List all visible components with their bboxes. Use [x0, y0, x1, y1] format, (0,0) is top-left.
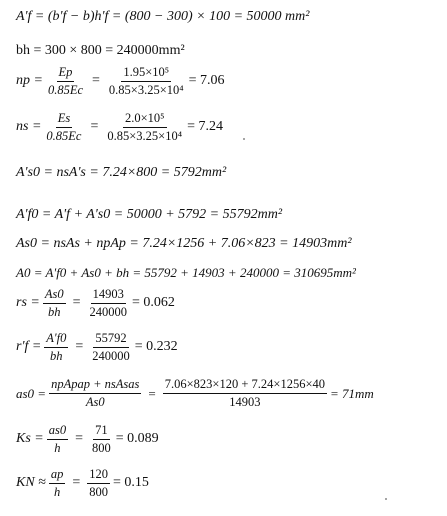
equation-result: = 0.15	[113, 475, 149, 490]
equation-lhs: as0 =	[16, 385, 47, 401]
fraction-denominator: 0.85Ec	[46, 128, 82, 143]
equation-as0-prime	[16, 166, 226, 180]
fraction-numerator: 55792	[93, 332, 128, 348]
equation-as0-lever	[16, 378, 374, 408]
equation-af	[16, 10, 309, 24]
fraction-numeric	[90, 332, 132, 362]
fraction-denominator: As0	[85, 394, 105, 409]
equation-ns	[16, 112, 223, 142]
fraction-numeric	[90, 424, 113, 454]
fraction-numerator: 14903	[91, 288, 126, 304]
fraction-symbolic	[43, 288, 66, 318]
fraction-denominator: bh	[50, 348, 63, 363]
fraction-denominator: h	[54, 440, 61, 455]
equation-lhs: Ks =	[16, 431, 44, 446]
fraction-numeric	[163, 378, 327, 408]
equals-sign: =	[148, 385, 156, 401]
equation-text: A's0 = nsA's = 7.24×800 = 5792mm²	[16, 165, 227, 180]
fraction-numerator: npApap + nsAsas	[49, 378, 141, 394]
equation-result: = 0.232	[134, 339, 178, 354]
equation-result: = 0.089	[115, 431, 159, 446]
scan-speck	[385, 498, 387, 500]
fraction-denominator: 800	[92, 440, 111, 455]
equation-result: = 71mm	[330, 385, 374, 401]
fraction-symbolic	[49, 378, 141, 408]
fraction-numerator: 1.95×10⁵	[121, 66, 171, 82]
equation-lhs: KN ≈	[16, 475, 46, 490]
fraction-numeric	[87, 468, 110, 498]
equation-as0	[16, 237, 352, 251]
fraction-numerator: As0	[43, 288, 66, 304]
fraction-numerator: as0	[47, 424, 68, 440]
equation-text: A0 = A'f0 + As0 + bh = 55792 + 14903 + 240000 = 310695mm²	[16, 265, 356, 280]
equation-lhs: ns =	[16, 119, 42, 134]
fraction-numeric	[107, 66, 186, 96]
fraction-denominator: 0.85×3.25×10⁴	[108, 82, 184, 97]
fraction-numerator: A'f0	[44, 332, 68, 348]
equation-af0	[16, 208, 282, 222]
equals-sign: =	[75, 339, 84, 354]
equation-rs	[16, 288, 175, 318]
fraction-denominator: 0.85×3.25×10⁴	[107, 128, 183, 143]
fraction-symbolic	[44, 332, 68, 362]
fraction-denominator: 240000	[92, 348, 130, 363]
fraction-denominator: h	[53, 484, 61, 499]
equals-sign: =	[72, 475, 81, 490]
scan-speck	[243, 138, 245, 140]
equation-a0	[16, 266, 356, 279]
fraction-denominator: 0.85Ec	[47, 82, 84, 97]
fraction-numerator: 120	[87, 468, 110, 484]
equals-sign: =	[90, 119, 99, 134]
fraction-denominator: 800	[89, 484, 109, 499]
equation-text: bh = 300 × 800 = 240000mm²	[16, 43, 185, 58]
equation-bh	[16, 44, 185, 58]
fraction-symbolic	[47, 424, 68, 454]
fraction-symbolic	[46, 66, 85, 96]
fraction-numeric	[88, 288, 130, 318]
equation-ks	[16, 424, 159, 454]
equals-sign: =	[75, 431, 84, 446]
fraction-numerator: 2.0×10⁵	[123, 112, 167, 128]
equation-result: = 0.062	[132, 295, 175, 310]
equation-rf	[16, 332, 178, 362]
fraction-symbolic	[49, 468, 66, 498]
equation-text: A'f = (b'f − b)h'f = (800 − 300) × 100 = 50000 mm²	[16, 9, 310, 24]
equation-text: As0 = nsAs + npAp = 7.24×1256 + 7.06×823 = 14903mm²	[16, 236, 352, 251]
equation-lhs: rs =	[16, 295, 40, 310]
equation-lhs: np =	[16, 73, 43, 88]
fraction-numerator: 71	[93, 424, 110, 440]
equation-result: = 7.24	[187, 119, 223, 134]
fraction-numeric	[105, 112, 184, 142]
equation-lhs: r'f =	[16, 339, 42, 354]
equals-sign: =	[92, 73, 100, 88]
fraction-numerator: ap	[49, 468, 66, 484]
equals-sign: =	[72, 295, 81, 310]
fraction-denominator: 240000	[89, 304, 127, 319]
fraction-denominator: bh	[47, 304, 61, 319]
fraction-numerator: Ep	[57, 66, 75, 82]
fraction-numerator: 7.06×823×120 + 7.24×1256×40	[163, 378, 327, 394]
equation-kn	[16, 468, 149, 498]
equation-text: A'f0 = A'f + A's0 = 50000 + 5792 = 55792mm²	[16, 207, 283, 222]
fraction-denominator: 14903	[229, 394, 261, 409]
equation-np	[16, 66, 225, 96]
fraction-symbolic	[44, 112, 83, 142]
fraction-numerator: Es	[56, 112, 73, 128]
equation-result: = 7.06	[188, 73, 225, 88]
